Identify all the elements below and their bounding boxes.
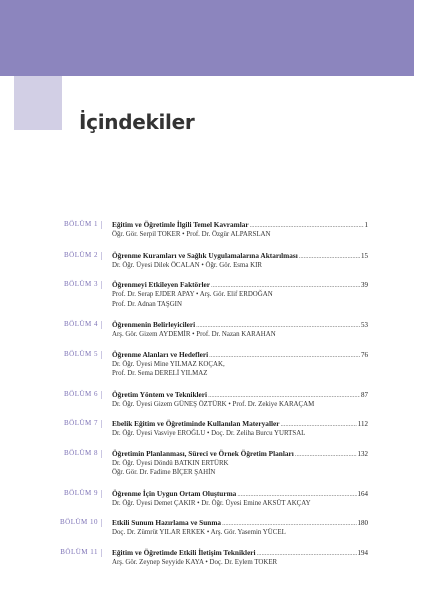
chapter-authors: Arş. Gör. Gizem AYDEMİR • Prof. Dr. Nazan KARAHAN <box>112 331 276 338</box>
page-number: 39 <box>361 281 368 289</box>
chapter-label: BÖLÜM 3 <box>63 280 98 288</box>
header-color-band <box>0 0 414 76</box>
chapter-title[interactable]: Öğrenme Alanları ve Hedefleri <box>112 349 209 359</box>
chapter-authors: Dr. Öğr. Üyesi Vasviye EROĞLU • Doç. Dr. Zeliha Burcu YURTSAL <box>112 430 306 437</box>
toc-entry[interactable] <box>0 350 424 379</box>
chapter-label: BÖLÜM 11 <box>60 547 98 556</box>
toc-entry[interactable] <box>0 220 424 240</box>
chapter-authors: Dr. Öğr. Üyesi Döndü BATKIN ERTÜRK <box>112 459 229 467</box>
chapter-label: BÖLÜM 6 <box>63 389 98 398</box>
chapter-separator: | <box>101 419 103 428</box>
chapter-separator: | <box>101 448 103 458</box>
page-number: 164 <box>357 489 368 498</box>
chapter-label: BÖLÜM 4 <box>63 320 98 328</box>
chapter-label: BÖLÜM 5 <box>63 349 98 358</box>
chapter-separator: | <box>101 349 103 359</box>
dot-leader <box>257 549 357 558</box>
dot-leader <box>196 321 360 330</box>
page-number: 53 <box>361 321 368 329</box>
chapter-title[interactable]: Etkili Sunum Hazırlama ve Sunma <box>112 518 222 527</box>
toc-entry[interactable] <box>0 489 424 509</box>
chapter-title[interactable]: Öğretimin Planlanması, Süreci ve Örnek Öğretim Planları <box>112 448 294 458</box>
chapter-authors: Prof. Dr. Sema DERELİ YILMAZ <box>112 370 208 377</box>
chapter-label: BÖLÜM 8 <box>63 448 98 457</box>
chapter-title[interactable]: Öğrenmenin Belirleyicileri <box>112 320 196 329</box>
page-number: 132 <box>357 449 368 458</box>
page-number: 180 <box>357 519 368 527</box>
chapter-title[interactable]: Öğrenme İçin Uygun Ortam Oluşturma <box>112 488 237 498</box>
page-number: 87 <box>361 390 368 399</box>
chapter-authors: Öğr. Gör. Serpil TOKER • Prof. Dr. Özgür ALPARSLAN <box>112 231 271 238</box>
chapter-authors: Prof. Dr. Serap EJDER APAY • Arş. Gör. Elif ERDOĞAN <box>112 291 273 298</box>
chapter-title[interactable]: Öğretim Yöntem ve Teknikleri <box>112 389 208 399</box>
chapter-title[interactable]: Eğitim ve Öğretimle İlgili Temel Kavramlar <box>112 220 249 229</box>
chapter-authors: Öğr. Gör. Dr. Fadime BİÇER ŞAHİN <box>112 469 216 476</box>
dot-leader <box>250 221 364 230</box>
dot-leader <box>222 519 356 528</box>
chapter-separator: | <box>101 488 103 498</box>
dot-leader <box>209 351 360 360</box>
chapter-authors: Doç. Dr. Zümrüt YILAR ERKEK • Arş. Gör. Yasemin YÜCEL <box>112 529 286 536</box>
chapter-title[interactable]: Ebelik Eğitim ve Öğretiminde Kullanılan Materyaller <box>112 419 280 428</box>
toc-entry[interactable] <box>0 449 424 478</box>
chapter-label: BÖLÜM 1 <box>63 220 98 228</box>
dot-leader <box>237 490 356 499</box>
chapter-authors: Prof. Dr. Adnan TAŞGIN <box>112 300 182 308</box>
chapter-separator: | <box>101 220 103 229</box>
dot-leader <box>295 450 357 459</box>
page-number: 1 <box>364 221 368 229</box>
page-number: 76 <box>361 350 368 359</box>
chapter-separator: | <box>101 547 103 557</box>
chapter-separator: | <box>101 280 103 289</box>
toc-entry[interactable] <box>0 280 424 309</box>
toc-entry[interactable] <box>0 390 424 410</box>
chapter-separator: | <box>101 250 103 260</box>
chapter-title[interactable]: Öğrenme Kuramları ve Sağlık Uygulamalarına Aktarılması <box>112 250 298 260</box>
chapter-label: BÖLÜM 10 <box>59 518 98 526</box>
table-of-contents <box>0 220 424 567</box>
chapter-label: BÖLÜM 7 <box>63 419 98 427</box>
chapter-authors: Dr. Öğr. Üyesi Dilek ÖCALAN • Öğr. Gör. Esma KIR <box>112 261 262 269</box>
dot-leader <box>280 420 356 429</box>
page-number: 112 <box>357 420 368 428</box>
chapter-label: BÖLÜM 9 <box>63 488 98 497</box>
chapter-authors: Dr. Öğr. Üyesi Demet ÇAKIR • Dr. Öğr. Üyesi Emine AKSÜT AKÇAY <box>112 499 311 507</box>
chapter-authors: Dr. Öğr. Üyesi Gizem GÜNEŞ ÖZTÜRK • Prof. Dr. Zekiye KARAÇAM <box>112 400 315 408</box>
page-number: 15 <box>361 251 368 260</box>
dot-leader <box>299 252 360 261</box>
chapter-title[interactable]: Öğrenmeyi Etkileyen Faktörler <box>112 280 210 289</box>
page-title: İçindekiler <box>79 110 195 134</box>
chapter-separator: | <box>101 320 103 329</box>
page-number: 194 <box>357 548 368 557</box>
dot-leader <box>208 391 360 400</box>
chapter-label: BÖLÜM 2 <box>63 250 98 259</box>
chapter-authors: Arş. Gör. Zeynep Seyyide KAYA • Doç. Dr. Eylem TOKER <box>112 558 278 566</box>
toc-entry[interactable] <box>0 419 424 439</box>
dot-leader <box>211 281 360 290</box>
toc-entry[interactable] <box>0 320 424 340</box>
chapter-separator: | <box>101 389 103 399</box>
chapter-title[interactable]: Eğitim ve Öğretimde Etkili İletişim Teknikleri <box>112 547 256 557</box>
toc-entry[interactable] <box>0 548 424 568</box>
chapter-authors: Dr. Öğr. Üyesi Mine YILMAZ KOÇAK, <box>112 360 225 368</box>
chapter-separator: | <box>101 518 103 527</box>
toc-entry[interactable] <box>0 518 424 538</box>
toc-entry[interactable] <box>0 251 424 271</box>
header-tab-block <box>14 76 62 130</box>
